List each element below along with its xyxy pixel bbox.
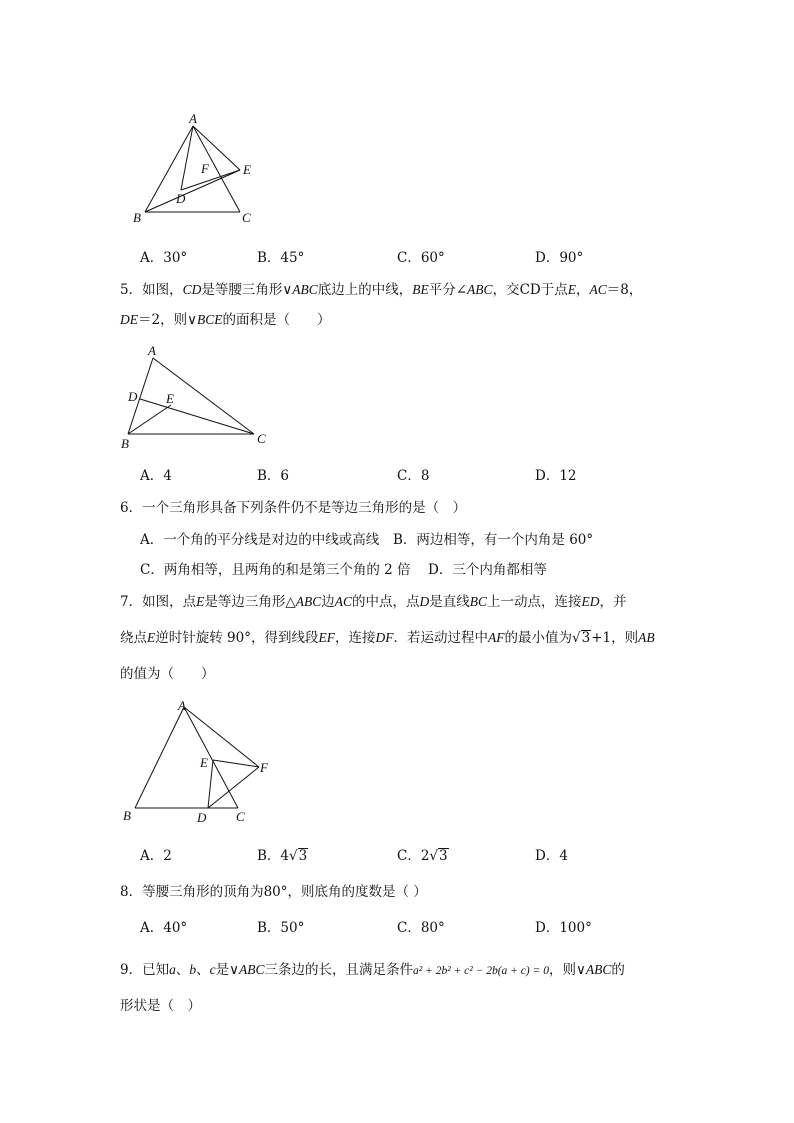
q6-option-d: D．三个内角都相等 [428, 562, 547, 578]
q7-stem-line3: 的值为（ ） [120, 666, 215, 682]
q4-option-a: A．30° [140, 250, 188, 266]
q5-option-a: A．4 [140, 468, 172, 484]
q5-figure [112, 338, 282, 456]
q7-option-a: A．2 [140, 848, 172, 864]
q7-label-a: A [178, 698, 186, 713]
q9-stem-line1: 9．已知a、b、c是∨ABC三条边的长，且满足条件a² + 2b² + c² − 2b(a + c) = 0，则∨ABC的 [120, 962, 625, 978]
q7-label-b: B [123, 808, 131, 823]
q7-label-d: D [197, 810, 207, 825]
q8-stem: 8．等腰三角形的顶角为80°，则底角的度数是（ ） [120, 884, 427, 900]
q6-option-b: B．两边相等，有一个内角是 60° [393, 532, 594, 548]
q4-figure [128, 112, 268, 230]
q8-option-a: A．40° [140, 920, 188, 936]
q5-option-c: C．8 [397, 468, 430, 484]
q7-stem-line1: 7．如图，点E是等边三角形△ABC边AC的中点，点D是直线BC上一动点，连接ED，并 [120, 594, 627, 610]
q9-formula: a² + 2b² + c² − 2b(a + c) = 0 [412, 965, 549, 977]
q5-option-b: B．6 [257, 468, 290, 484]
q4-option-b: B．45° [257, 250, 305, 266]
q5-option-d: D．12 [535, 468, 577, 484]
q6-stem: 6．一个三角形具备下列条件仍不是等边三角形的是（ ） [120, 500, 467, 516]
q8-option-d: D．100° [535, 920, 592, 936]
q7-option-b: B．4√3 [257, 848, 308, 864]
q5-label-e: E [166, 391, 174, 406]
q7-stem-line2: 绕点E逆时针旋转 90°，得到线段EF，连接DF．若运动过程中AF的最小值为√3+1，则AB [120, 630, 655, 646]
q4-label-f: F [201, 161, 209, 176]
q4-label-a: A [189, 112, 197, 126]
sqrt-sign: √3 [571, 630, 591, 646]
q7-option-c: C．2√3 [397, 848, 448, 864]
q5-label-c: C [257, 431, 266, 446]
q6-option-a: A．一个角的平分线是对边的中线或高线 [140, 532, 380, 548]
q4-option-d: D．90° [535, 250, 584, 266]
q7-option-d: D．4 [535, 848, 568, 864]
q5-stem-line1: 5．如图，CD是等腰三角形∨ABC底边上的中线，BE平分∠ABC，交CD于点E，AC＝8， [120, 282, 643, 298]
q7-label-f: F [260, 760, 268, 775]
q5-label-b: B [121, 436, 129, 451]
q4-label-e: E [243, 162, 251, 177]
q5-stem-line2: DE＝2，则∨BCE的面积是（ ） [120, 312, 331, 328]
q4-label-b: B [133, 210, 141, 225]
q4-option-c: C．60° [397, 250, 445, 266]
q5-label-a: A [148, 343, 156, 358]
q7-label-e: E [200, 755, 208, 770]
q4-label-d: D [176, 191, 186, 206]
q8-option-c: C．80° [397, 920, 445, 936]
q5-label-d: D [128, 389, 138, 404]
q7-label-c: C [236, 809, 245, 824]
q9-stem-line2: 形状是（ ） [120, 998, 201, 1014]
q7-figure [118, 694, 278, 826]
q4-label-c: C [242, 210, 251, 225]
q8-option-b: B．50° [257, 920, 305, 936]
q6-option-c: C．两角相等，且两角的和是第三个角的 2 倍 [140, 562, 411, 578]
